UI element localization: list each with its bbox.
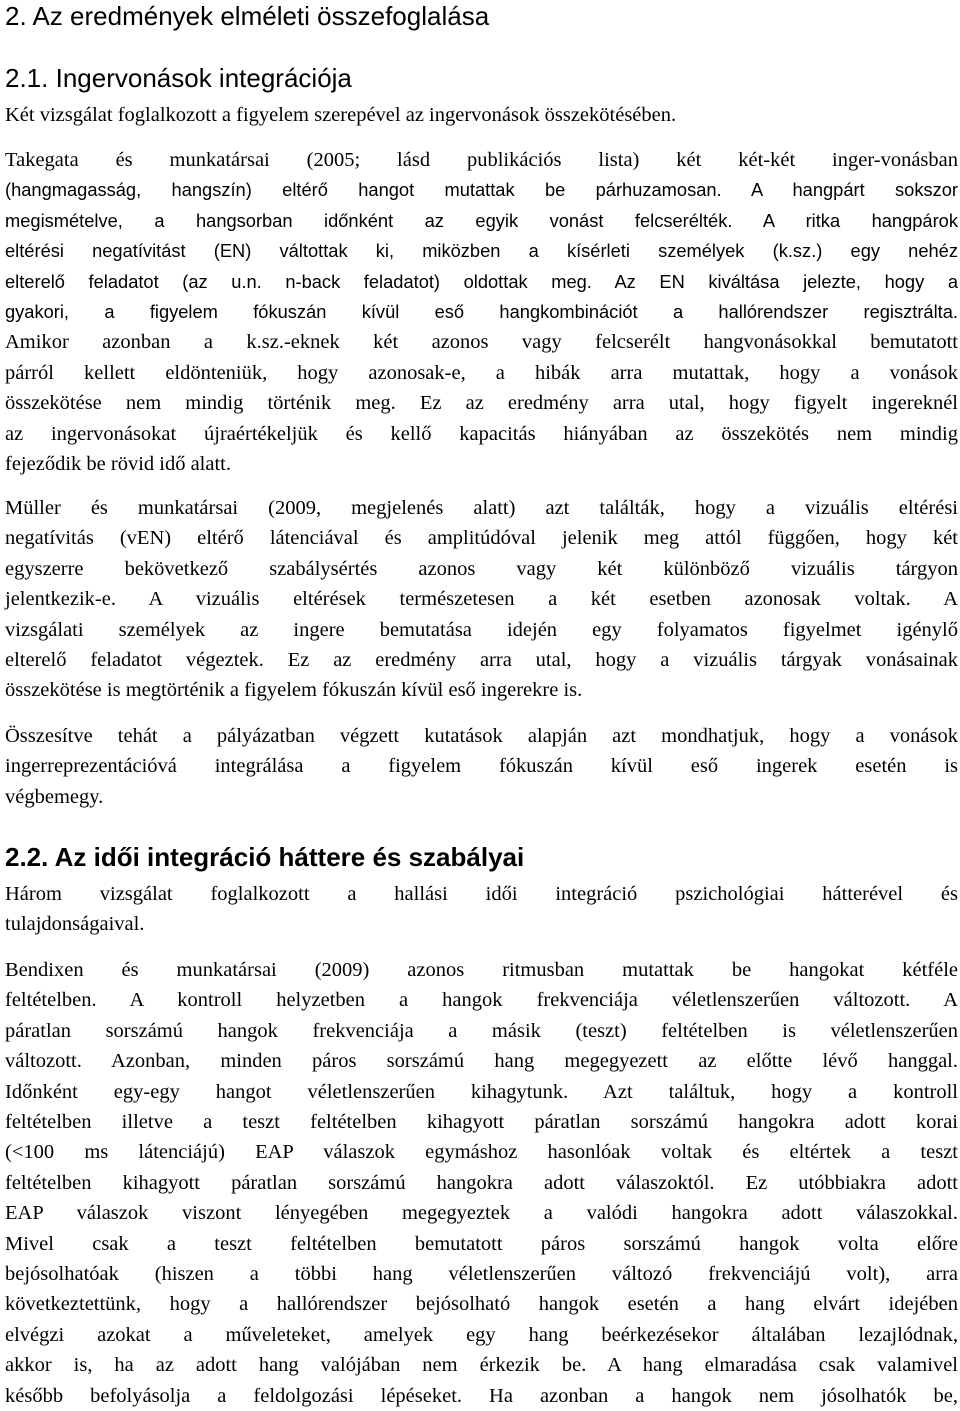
text-line: ingerreprezentációvá integrálása a figyelem fókuszán kívül eső ingerek esetén is [5, 755, 958, 778]
text-line: Három vizsgálat foglalkozott a hallási idői integráció pszichológiai hátterével és [5, 883, 958, 905]
text-line: Két vizsgálat foglalkozott a figyelem szerepével az ingervonások összekötésében. [5, 104, 677, 126]
text-line: változott. Azonban, minden páros sorszámú hang megegyezett az előtte lévő hanggal. [5, 1050, 958, 1073]
text-line: következtettünk, hogy a hallórendszer bejósolható hangok esetén a hang elvárt idejében [5, 1293, 958, 1316]
text-line: Mivel csak a teszt feltételben bemutatott páros sorszámú hangok volta előre [5, 1232, 958, 1255]
text-line: bejósolhatóak (hiszen a többi hang véletlenszerűen változó frekvenciájú volt), arra [5, 1263, 958, 1286]
text-line: Takegata és munkatársai (2005; lásd publikációs lista) két két-két inger-vonásban [5, 149, 958, 171]
text-line: később befolyásolja a feldolgozási lépéseket. Ha azonban a hangok nem jósolhatók be, [5, 1384, 958, 1407]
text-line: elterelő feladatot végeztek. Ez az eredmény arra utal, hogy a vizuális tárgyak vonásainak [5, 649, 958, 672]
text-line: feltételben. A kontroll helyzetben a hangok frekvenciája véletlenszerűen változott. A [5, 989, 958, 1012]
text-line: feltételben illetve a teszt feltételben kihagyott páratlan sorszámú hangokra adott korai [5, 1111, 958, 1134]
text-line: gyakori, a figyelem fókuszán kívül eső hangkombinációt a hallórendszer regisztrálta. [5, 301, 958, 323]
text-line: negatívitás (vEN) eltérő látenciával és amplitúdóval jelenik meg attól függően, hogy két [5, 527, 958, 550]
text-line: akkor is, ha az adott hang valójában nem érkezik be. A hang elmaradása csak valamivel [5, 1354, 958, 1377]
text-line: végbemegy. [5, 785, 104, 808]
paragraph-summary [5, 721, 958, 812]
text-line: Időnként egy-egy hangot véletlenszerűen kihagytunk. Azt találtuk, hogy a kontroll [5, 1080, 958, 1103]
section-heading-2-2: 2.2. Az idői integráció háttere és szabályai [5, 842, 525, 872]
text-line: (<100 ms látenciájú) EAP válaszok egymáshoz hasonlóak voltak és eltértek a teszt [5, 1141, 958, 1164]
text-line: összekötése is megtörténik a figyelem fókuszán kívül eső ingerekre is. [5, 679, 583, 702]
text-line: eltérési negatívitást (EN) váltottak ki, miközben a kísérleti személyek (k.sz.) egy nehéz [5, 240, 958, 262]
chapter-heading: 2. Az eredmények elméleti összefoglalása [5, 1, 490, 31]
text-line: jelentkezik-e. A vizuális eltérések természetesen a két esetben azonosak voltak. A [5, 588, 958, 611]
text-line: elvégzi azokat a műveleteket, amelyek egy hang beérkezésekor általában lezajlódnak, [5, 1323, 958, 1346]
text-line: elterelő feladatot (az u.n. n-back feladatot) oldottak meg. Az EN kiváltása jelezte, hogy a [5, 270, 958, 292]
text-line: fejeződik be rövid idő alatt. [5, 453, 231, 476]
text-line: (hangmagasság, hangszín) eltérő hangot mutattak be párhuzamosan. A hangpárt sokszor [5, 179, 958, 201]
text-line: Összesítve tehát a pályázatban végzett kutatások alapján azt mondhatjuk, hogy a vonások [5, 725, 958, 747]
text-line: tulajdonságaival. [5, 913, 145, 936]
text-line: EAP válaszok viszont lényegében megegyeztek a valódi hangokra adott válaszokkal. [5, 1202, 958, 1225]
section-heading-2-1: 2.1. Ingervonások integrációja [5, 63, 352, 93]
text-line: összekötése nem mindig történik meg. Ez az eredmény arra utal, hogy figyelt ingereknél [5, 392, 958, 415]
text-line: megismételve, a hangsorban időnként az egyik vonást felcserélték. A ritka hangpárok [5, 209, 958, 231]
text-line: az ingervonásokat újraértékeljük és kellő kapacitás hiányában az összekötés nem mindig [5, 422, 958, 445]
text-line: Amikor azonban a k.sz.-eknek két azonos vagy felcserélt hangvonásokkal bemutatott [5, 331, 958, 354]
paragraph-intro-2-1 [5, 100, 958, 130]
paragraph-intro-2-2 [5, 879, 958, 940]
text-line: párról kellett eldönteniük, hogy azonosak-e, a hibák arra mutattak, hogy a vonások [5, 361, 958, 384]
text-line: vizsgálati személyek az ingere bemutatása idején egy folyamatos figyelmet igénylő [5, 618, 958, 641]
text-line: Bendixen és munkatársai (2009) azonos ritmusban mutattak be hangokat kétféle [5, 959, 958, 981]
text-line: Müller és munkatársai (2009, megjelenés alatt) azt találták, hogy a vizuális eltérési [5, 497, 958, 519]
text-line: feltételben kihagyott páratlan sorszámú hangokra adott válaszoktól. Ez utóbbiakra adott [5, 1171, 958, 1194]
text-line: egyszerre bekövetkező szabálysértés azonos vagy két különböző vizuális tárgyon [5, 557, 958, 580]
paragraph-bendixen [5, 955, 958, 1411]
text-line: páratlan sorszámú hangok frekvenciája a másik (teszt) feltételben is véletlenszerűen [5, 1019, 958, 1042]
paragraph-takegata [5, 145, 958, 479]
paragraph-muller [5, 493, 958, 706]
